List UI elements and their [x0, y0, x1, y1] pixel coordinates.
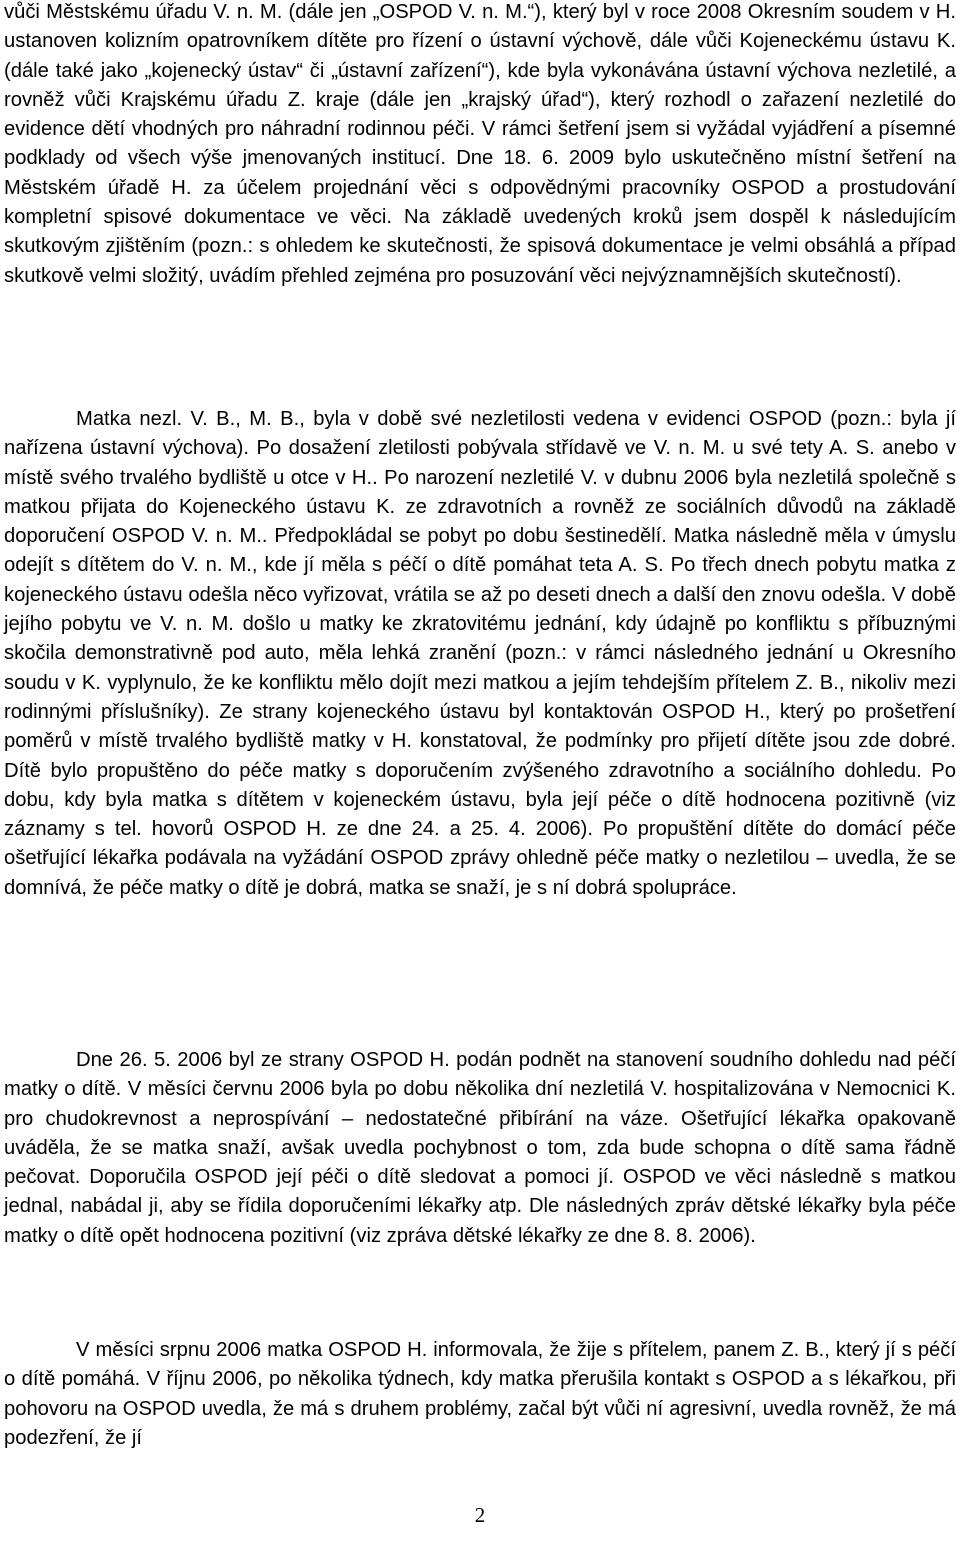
paragraph-2: Matka nezl. V. B., M. B., byla v době své nezletilosti vedena v evidenci OSPOD (pozn.: byla jí nařízena ústavní výchova). Po dosažení zletilosti pobývala střídavě ve V. n. M. u své tety A. S. anebo v místě svého trvalého bydliště u otce v H.. Po narození nezletilé V. v dubnu 2006 byla nezletilá společně s matkou přijata do Kojeneckého ústavu K. ze zdravotních a rovněž ze sociálních důvodů na základě doporučení OSPOD V. n. M.. Předpokládal se pobyt po dobu šestinedělí. Matka následně měla v úmyslu odejít s dítětem do V. n. M., kde jí měla s péčí o dítě pomáhat teta A. S. Po třech dnech pobytu matka z kojeneckého ústavu odešla něco vyřizovat, vrátila se až po deseti dnech a další den znovu odešla. V době jejího pobytu ve V. n. M. došlo u matky ke zkratovitému jednání, kdy údajně po konfliktu s příbuznými skočila demonstrativně pod auto, měla lehká zranění (pozn.: v rámci následného jednání u Okresního soudu v K. vyplynulo, že ke konfliktu mělo dojít mezi matkou a jejím tehdejším přítelem Z. B., nikoliv mezi rodinnými příslušníky). Ze strany kojeneckého ústavu byl kontaktován OSPOD H., který po prošetření poměrů v místě trvalého bydliště matky v H. konstatoval, že podmínky pro přijetí dítěte jsou zde dobré. Dítě bylo propuštěno do péče matky s doporučením zvýšeného zdravotního a sociálního dohledu. Po dobu, kdy byla matka s dítětem v kojeneckém ústavu, byla její péče o dítě hodnocena pozitivně (viz záznamy s tel. hovorů OSPOD H. ze dne 24. a 25. 4. 2006). Po propuštění dítěte do domácí péče ošetřující lékařka podávala na vyžádání OSPOD zprávy ohledně péče matky o nezletilou – uvedla, že se domnívá, že péče matky o dítě je dobrá, matka se snaží, je s ní dobrá spolupráce. — [4, 408, 956, 899]
page-number: 2 — [474, 1503, 486, 1527]
paragraph-4: V měsíci srpnu 2006 matka OSPOD H. informovala, že žije s přítelem, panem Z. B., který jí s péčí o dítě pomáhá. V říjnu 2006, po několika týdnech, kdy matka přerušila kontakt s OSPOD a s lékařkou, při pohovoru na OSPOD uvedla, že má s druhem problémy, začal být vůči ní agresivní, uvedla rovněž, že má podezření, že jí — [4, 1339, 956, 1449]
paragraph-3: Dne 26. 5. 2006 byl ze strany OSPOD H. podán podnět na stanovení soudního dohledu nad péčí matky o dítě. V měsíci červnu 2006 byla po dobu několika dní nezletilá V. hospitalizována v Nemocnici K. pro chudokrevnost a neprospívání – nedostatečné přibírání na váze. Ošetřující lékařka opakovaně uváděla, že se matka snaží, avšak uvedla pochybnost o tom, zda bude schopna o dítě sama řádně pečovat. Doporučila OSPOD její péči o dítě sledovat a pomoci jí. OSPOD ve věci následně s matkou jednal, nabádal ji, aby se řídila doporučeními lékařky atp. Dle následných zpráv dětské lékařky byla péče matky o dítě opět hodnocena pozitivní (viz zpráva dětské lékařky ze dne 8. 8. 2006). — [4, 1049, 956, 1247]
paragraph-1: vůči Městskému úřadu V. n. M. (dále jen „OSPOD V. n. M.“), který byl v roce 2008 Okresním soudem v H. ustanoven kolizním opatrovníkem dítěte pro řízení o ústavní výchově, dále vůči Kojeneckému ústavu K. (dále také jako „kojenecký ústav“ či „ústavní zařízení“), kde byla vykonávána ústavní výchova nezletilé, a rovněž vůči Krajskému úřadu Z. kraje (dále jen „krajský úřad“), který rozhodl o zařazení nezletilé do evidence dětí vhodných pro náhradní rodinnou péči. V rámci šetření jsem si vyžádal vyjádření a písemné podklady od všech výše jmenovaných institucí. Dne 18. 6. 2009 bylo uskutečněno místní šetření na Městském úřadě H. za účelem projednání věci s odpovědnými pracovníky OSPOD a prostudování kompletní spisové dokumentace ve věci. Na základě uvedených kroků jsem dospěl k následujícím skutkovým zjištěním (pozn.: s ohledem ke skutečnosti, že spisová dokumentace je velmi obsáhlá a případ skutkově velmi složitý, uvádím přehled zejména pro posuzování věci nejvýznamnějších skutečností). — [4, 1, 956, 287]
